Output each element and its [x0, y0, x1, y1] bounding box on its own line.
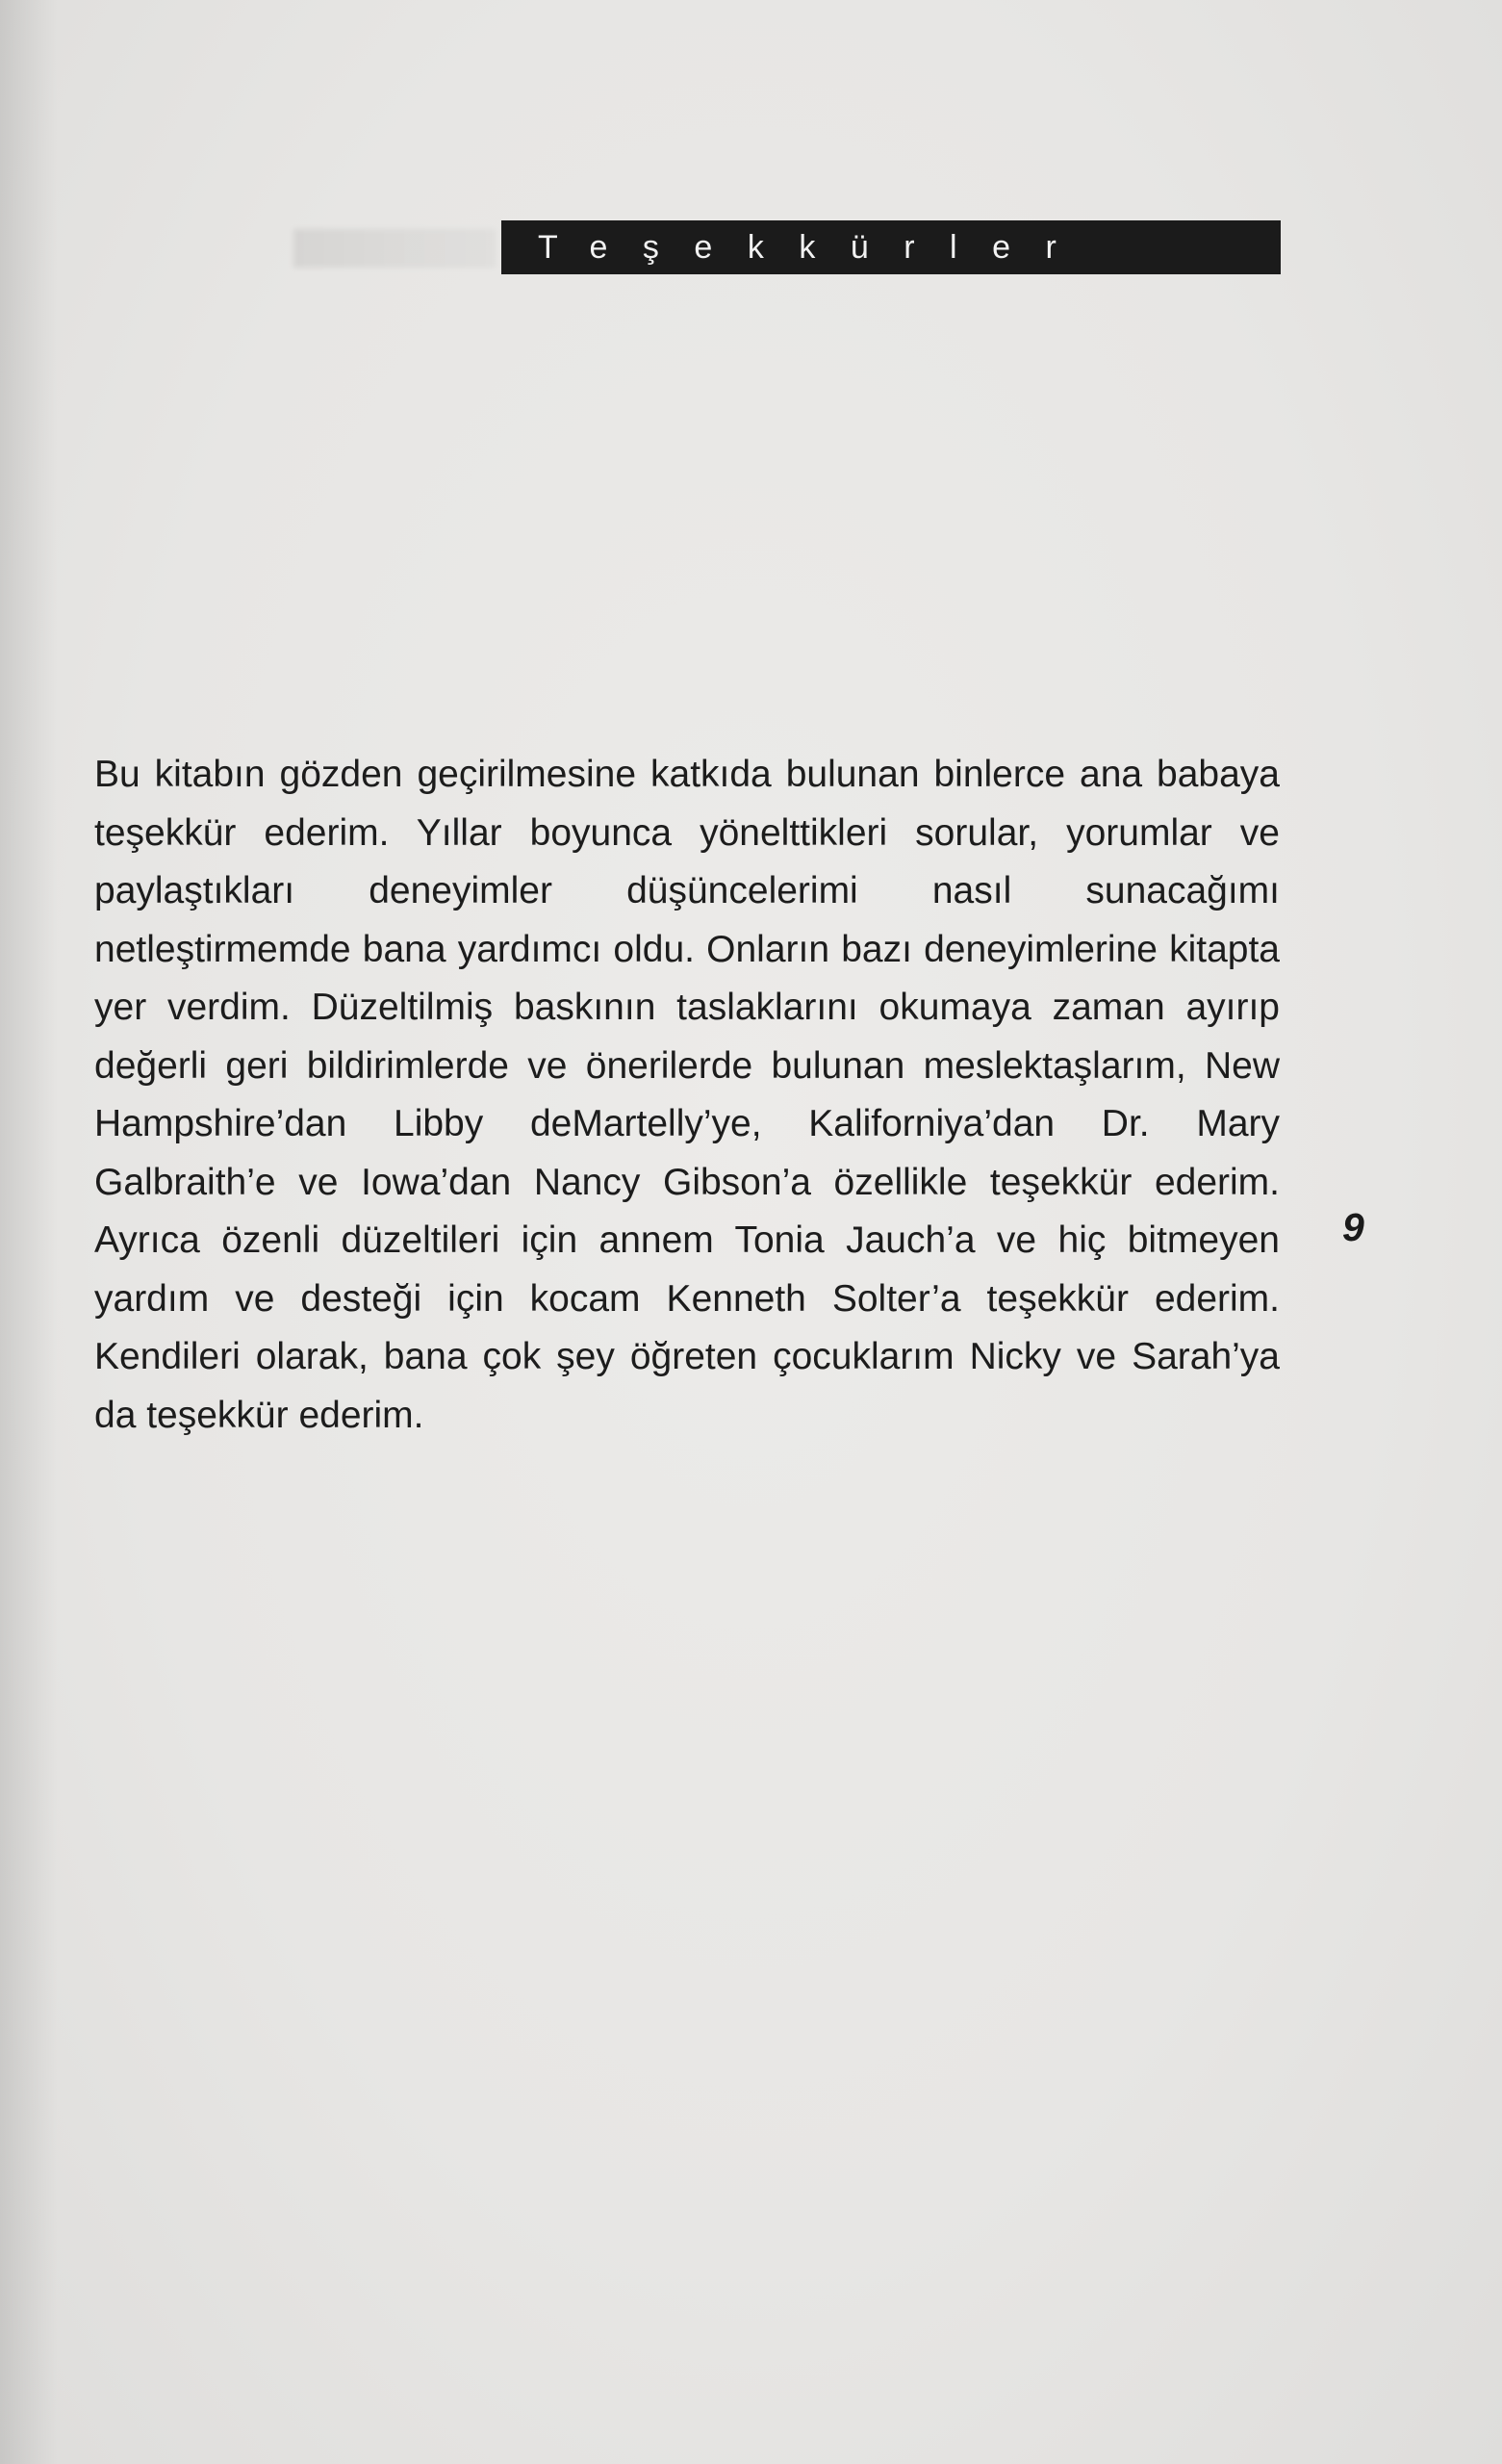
chapter-header-bar [501, 220, 1281, 274]
acknowledgements-paragraph: Bu kitabın gözden geçirilmesine katkıda bulunan binlerce ana babaya teşekkür ederim. Yıllar boyunca yönelttikleri sorular, yorumlar ve paylaştıkları deneyimler düşüncelerimi nasıl sunacağımı netleştirmemde bana yardımcı oldu. Onların bazı deneyimlerine kitapta yer verdim. Düzeltilmiş baskının taslaklarını okumaya zaman ayırıp değerli geri bildirimlerde ve önerilerde bulunan meslektaşlarım, New Hampshire’dan Libby deMartelly’ye, Kaliforniya’dan Dr. Mary Galbraith’e ve Iowa’dan Nancy Gibson’a özellikle teşekkür ederim. Ayrıca özenli düzeltileri için annem Tonia Jauch’a ve hiç bitmeyen yardım ve desteği için kocam Kenneth Solter’a teşekkür ederim. Kendileri olarak, bana çok şey öğreten çocuklarım Nicky ve Sarah’ya da teşekkür ederim. [94, 754, 1280, 1436]
page-number: 9 [1342, 1205, 1364, 1249]
show-through-mark [293, 229, 496, 268]
chapter-title: Teşekkürler [538, 229, 1092, 266]
